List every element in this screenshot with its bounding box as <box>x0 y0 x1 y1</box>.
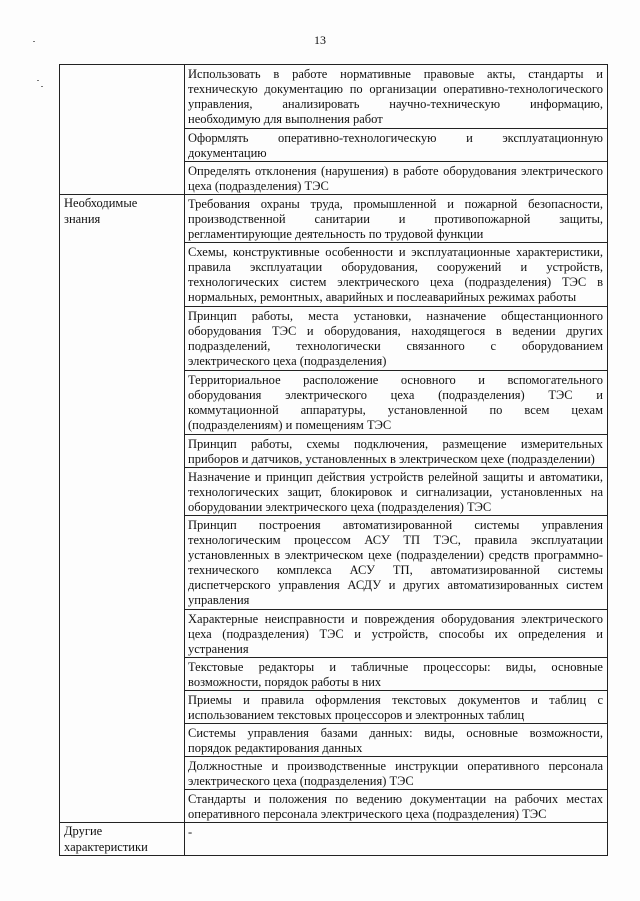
text-line: оборудования электрического цеха (подразделения) ТЭС и <box>188 388 603 402</box>
text-line: возможности, порядок работы в них <box>188 675 382 689</box>
text-line: Назначение и принцип действия устройств релейной защиты и автоматики, <box>188 470 603 484</box>
text-line: электрического цеха (подразделения) <box>188 354 387 368</box>
table-row <box>60 823 608 856</box>
text-line: правила эксплуатации оборудования, сооружений и устройств, <box>188 260 603 274</box>
text-line: оперативного персонала электрического цеха (подразделения) ТЭС <box>188 807 547 821</box>
text-line: Оформлять оперативно-технологическую и эксплуатационную <box>188 131 603 145</box>
text-line: Принцип работы, места установки, назначение общестанционного <box>188 309 603 323</box>
row-label: Необходимые знания <box>64 196 138 226</box>
row-label-cell <box>60 823 185 856</box>
text-line: (подразделениям) и помещениям ТЭС <box>188 418 392 432</box>
text-line: Схемы, конструктивные особенности и эксплуатационные характеристики, <box>188 245 603 259</box>
text-line: Текстовые редакторы и табличные процессоры: виды, основные <box>188 660 603 674</box>
table-row <box>60 65 608 129</box>
text-line: оборудовании электрического цеха (подразделения) ТЭС <box>188 500 492 514</box>
text-line: Приемы и правила оформления текстовых документов и таблиц с <box>188 693 603 707</box>
text-line: технологических защит, блокировок и сигнализации, установленных на <box>188 485 603 499</box>
text-line: управления, анализировать научно-техническую информацию, <box>188 97 603 111</box>
text-line: оборудования ТЭС и оборудования, находящегося в ведении других <box>188 324 603 338</box>
text-line: Определять отклонения (нарушения) в работе оборудования электрического <box>188 164 603 178</box>
text-line: Принцип работы, схемы подключения, размещение измерительных <box>188 437 603 451</box>
text-line: - <box>188 825 193 839</box>
text-line: Системы управления базами данных: виды, основные возможности, <box>188 726 603 740</box>
row-label-cell <box>60 65 185 195</box>
text-line: приборов и датчиков, установленных в электрическом цехе (подразделении) <box>188 452 595 466</box>
requirement-cell <box>185 724 608 757</box>
text-line: управления <box>188 593 250 607</box>
scan-speck <box>37 80 39 81</box>
competency-table <box>59 64 608 856</box>
row-label: Другие характеристики <box>64 824 148 854</box>
requirement-cell <box>185 307 608 371</box>
requirement-cell <box>185 790 608 823</box>
text-line: техническую документацию по организации оперативно-технологического <box>188 82 603 96</box>
requirement-cell <box>185 468 608 516</box>
requirement-cell <box>185 658 608 691</box>
requirement-cell <box>185 691 608 724</box>
text-line: Требования охраны труда, промышленной и пожарной безопасности, <box>188 197 603 211</box>
text-line: необходимую для выполнения работ <box>188 112 383 126</box>
row-label-cell <box>60 195 185 823</box>
text-line: технологическим процессом АСУ ТП ТЭС, правила эксплуатации <box>188 533 603 547</box>
text-line: производственной санитарии и противопожарной защиты, <box>188 212 603 226</box>
text-line: использованием текстовых процессоров и электронных таблиц <box>188 708 525 722</box>
scan-speck <box>41 86 43 87</box>
text-line: устранения <box>188 642 249 656</box>
text-line: Территориальное расположение основного и вспомогательного <box>188 373 603 387</box>
page-number: 13 <box>314 33 326 47</box>
text-line: технологических систем электрического цеха (подразделения) ТЭС в <box>188 275 603 289</box>
text-line: цеха (подразделения) ТЭС и устройств, способы их определения и <box>188 627 603 641</box>
requirement-cell <box>185 516 608 610</box>
text-line: документацию <box>188 146 267 160</box>
text-line: Стандарты и положения по ведению документации на рабочих местах <box>188 792 603 806</box>
requirement-cell <box>185 195 608 243</box>
text-line: коммутационной аппаратуры, установленной по всем цехам <box>188 403 603 417</box>
requirement-cell <box>185 162 608 195</box>
requirement-cell <box>185 65 608 129</box>
requirement-cell <box>185 823 608 856</box>
table-row <box>60 195 608 243</box>
text-line: Принцип построения автоматизированной системы управления <box>188 518 603 532</box>
text-line: диспетчерского управления АСДУ и других автоматизированных систем <box>188 578 603 592</box>
requirement-cell <box>185 757 608 790</box>
text-line: цеха (подразделения) ТЭС <box>188 179 329 193</box>
requirement-cell <box>185 610 608 658</box>
text-line: технического комплекса АСУ ТП, автоматизированной системы <box>188 563 603 577</box>
text-line: Характерные неисправности и повреждения оборудования электрического <box>188 612 603 626</box>
text-line: Должностные и производственные инструкции оперативного персонала <box>188 759 603 773</box>
text-line: установленных в электрическом цехе (подразделении) средств программно- <box>188 548 603 562</box>
text-line: подразделений, технологически связанного с оборудованием <box>188 339 603 353</box>
text-line: Использовать в работе нормативные правовые акты, стандарты и <box>188 67 603 81</box>
requirement-cell <box>185 435 608 468</box>
requirement-cell <box>185 243 608 307</box>
text-line: электрического цеха (подразделения) ТЭС <box>188 774 414 788</box>
text-line: регламентирующие деятельность по трудовой функции <box>188 227 484 241</box>
text-line: порядок редактирования данных <box>188 741 363 755</box>
requirement-cell <box>185 129 608 162</box>
requirement-cell <box>185 371 608 435</box>
text-line: нормальных, ремонтных, аварийных и послеаварийных режимах работы <box>188 290 577 304</box>
